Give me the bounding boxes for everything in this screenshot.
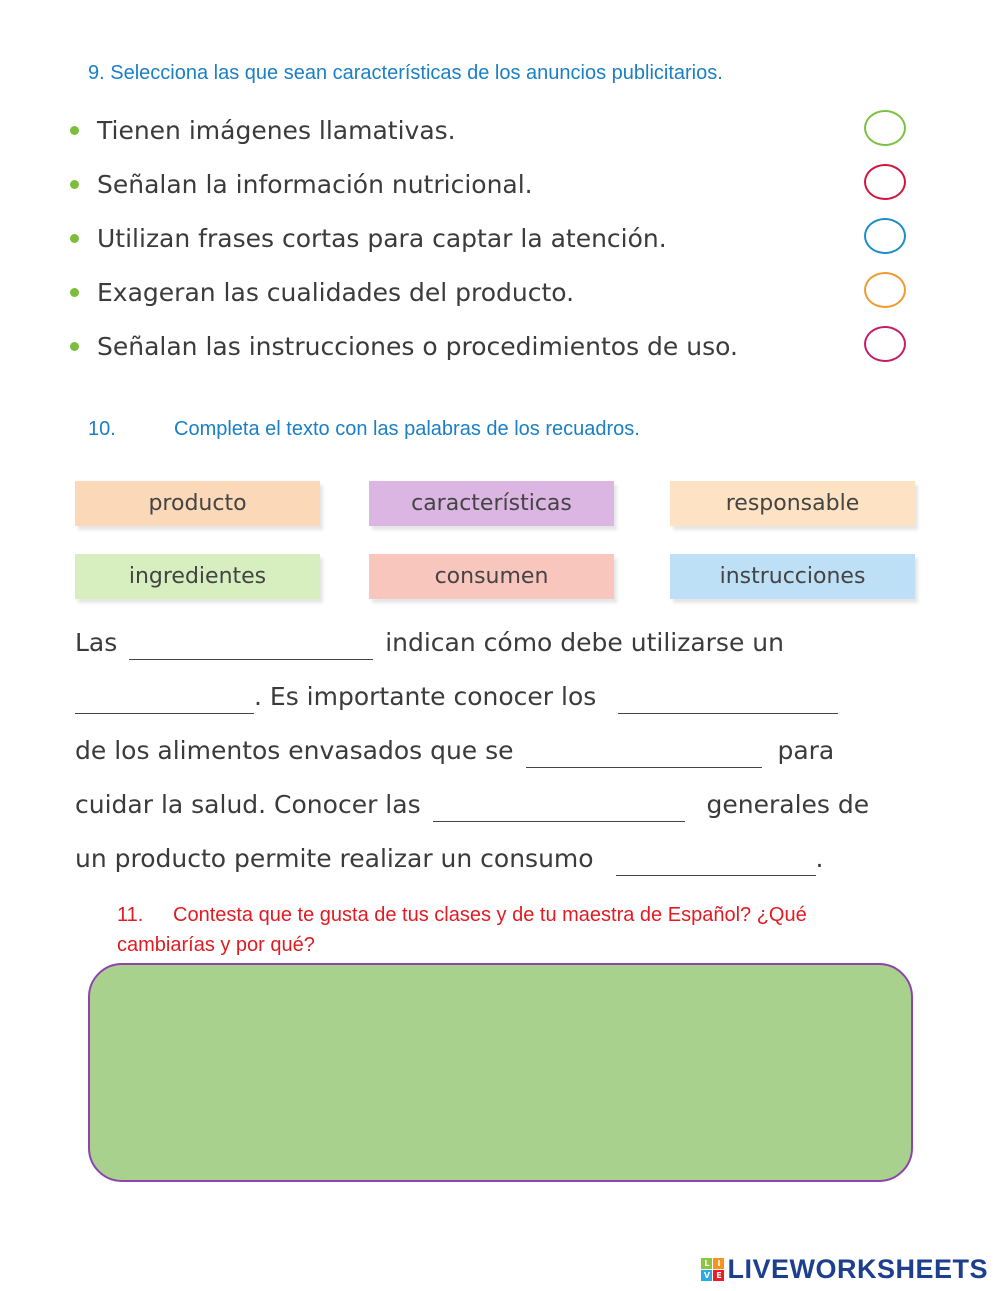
blank-2[interactable] [75, 689, 254, 714]
word-chip-responsable[interactable]: responsable [670, 481, 915, 526]
cloze-text: generales de [706, 790, 870, 819]
q9-option-text: Señalan la información nutricional. [97, 169, 533, 199]
q9-option-text: Señalan las instrucciones o procedimientos de uso. [97, 331, 738, 361]
cloze-text: para [777, 736, 835, 765]
q10-number: 10. [88, 418, 116, 440]
cloze-line-4 [75, 790, 869, 822]
bullet-icon [70, 288, 79, 297]
cloze-line-5 [75, 844, 824, 876]
q9-option-text: Utilizan frases cortas para captar la atención. [97, 223, 667, 253]
logo-mark-letter: E [713, 1270, 724, 1281]
q9-option-1 [70, 110, 456, 150]
cloze-text: cuidar la salud. Conocer las [75, 790, 421, 819]
select-circle-1[interactable] [864, 110, 906, 146]
word-chip-consumen[interactable]: consumen [369, 554, 614, 599]
logo-mark-letter: V [701, 1270, 712, 1281]
cloze-text: indican cómo debe utilizarse un [385, 628, 784, 657]
logo-mark-letter: I [713, 1258, 724, 1269]
cloze-line-3 [75, 736, 834, 768]
select-circle-2[interactable] [864, 164, 906, 200]
bullet-icon [70, 342, 79, 351]
cloze-text: Las [75, 628, 118, 657]
cloze-text: de los alimentos envasados que se [75, 736, 514, 765]
cloze-line-1 [75, 628, 784, 660]
q9-option-text: Tienen imágenes llamativas. [97, 115, 456, 145]
word-chip-ingredientes[interactable]: ingredientes [75, 554, 320, 599]
logo-mark-letter: L [701, 1258, 712, 1269]
cloze-text: . Es importante conocer los [254, 682, 597, 711]
blank-1[interactable] [129, 635, 373, 660]
bullet-icon [70, 126, 79, 135]
q9-title: Selecciona las que sean características de los anuncios publicitarios. [110, 62, 723, 84]
q11-heading [117, 904, 807, 927]
q11-question-line1: Contesta que te gusta de tus clases y de tu maestra de Español? ¿Qué [173, 904, 807, 926]
answer-textarea[interactable] [88, 963, 913, 1182]
liveworksheets-logo [701, 1254, 988, 1285]
q9-heading [88, 62, 723, 85]
logo-mark-icon [701, 1258, 724, 1281]
select-circle-4[interactable] [864, 272, 906, 308]
select-circle-3[interactable] [864, 218, 906, 254]
cloze-text: un producto permite realizar un consumo [75, 844, 594, 873]
blank-5[interactable] [433, 797, 685, 822]
q9-option-text: Exageran las cualidades del producto. [97, 277, 575, 307]
q11-number: 11. [117, 904, 144, 926]
word-chip-caracteristicas[interactable]: características [369, 481, 614, 526]
bullet-icon [70, 180, 79, 189]
q9-option-2 [70, 164, 533, 204]
q9-option-4 [70, 272, 574, 312]
blank-3[interactable] [618, 689, 838, 714]
select-circle-5[interactable] [864, 326, 906, 362]
q11-question-line2: cambiarías y por qué? [117, 934, 315, 956]
q10-title: Completa el texto con las palabras de los recuadros. [174, 418, 640, 440]
q9-option-3 [70, 218, 667, 258]
q9-number: 9. [88, 62, 105, 84]
cloze-line-2 [75, 682, 838, 714]
word-chip-instrucciones[interactable]: instrucciones [670, 554, 915, 599]
blank-4[interactable] [526, 743, 762, 768]
word-chip-producto[interactable]: producto [75, 481, 320, 526]
bullet-icon [70, 234, 79, 243]
blank-6[interactable] [616, 851, 816, 876]
cloze-text: . [815, 844, 824, 873]
q10-heading [88, 418, 640, 441]
q9-option-5 [70, 326, 738, 366]
logo-text: LIVEWORKSHEETS [727, 1254, 988, 1284]
